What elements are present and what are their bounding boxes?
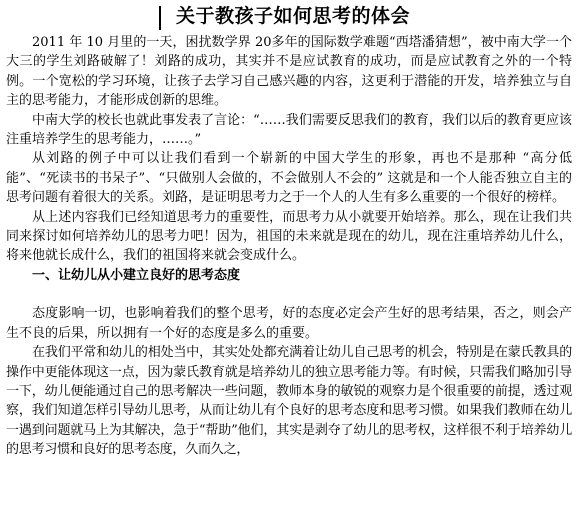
section-paragraph-2: 在我们平常和幼儿的相处当中，其实处处都充满着让幼儿自己思考的机会，特别是在蒙氏教具的操作中更能体现这一点，因为蒙氏教育就是培养幼儿的独立思考能力等。有时候，只需我们略加引导一下，幼儿便能通过自己的思考解决一些问题，教师本身的敏锐的观察力是个很重要的前提，透过观察，我们知道怎样引导幼儿思考，从而让幼儿有个良好的思考态度和思考习惯。如果我们教师在幼儿一遇到问题就马上为其解决，急于“帮助”他们，其实是剥夺了幼儿的思考权，这样很不利于培养幼儿的思考习惯和良好的思考态度，久而久之， <box>6 345 572 458</box>
paragraph-3: 从刘路的例子中可以让我们看到一个崭新的中国大学生的形象，再也不是那种 “高分低能”、“死读书的书呆子”、“只做别人会做的，不会做别人不会的” 这就是和一个人能否独立自主的思考问题有着很大的关系。刘路，是证明思考力之于一个人的人生有多么重要的一个很好的榜样。 <box>6 151 572 206</box>
text-cursor <box>159 6 161 30</box>
paragraph-1: 2011 年 10 月里的一天，困扰数学界 20多年的国际数学难题“西塔潘猜想”，被中南大学一个大三的学生刘路破解了！刘路的成功，其实并不是应试教育的成功，而是应试教育之外的一个特例。一个宽松的学习环境，让孩子去学习自己感兴趣的内容，这更利于潜能的开发，培养独立与自主的思考能力，才能形成创新的思维。 <box>6 35 572 109</box>
document-title: 关于教孩子如何思考的体会 <box>175 5 410 27</box>
section-paragraph-1: 态度影响一切，也影响着我们的整个思考，好的态度必定会产生好的思考结果，否之，则会产生不良的后果，所以拥有一个好的态度是多么的重要。 <box>6 306 572 341</box>
paragraph-4: 从上述内容我们已经知道思考力的重要性，而思考力从小就要开始培养。那么，现在让我们共同来探讨如何培养幼儿的思考力吧！因为，祖国的未来就是现在的幼儿，现在注重培养幼儿什么，将来他就长成什么，我们的祖国将来就会变成什么。 <box>6 209 572 264</box>
section-heading: 一、让幼儿从小建立良好的思考态度 <box>32 267 241 283</box>
blank-line <box>6 285 572 304</box>
paragraph-2: 中南大学的校长也就此事发表了言论：“……我们需要反思我们的教育，我们以后的教育更应该注重培养学生的思考能力，……。” <box>6 112 572 148</box>
